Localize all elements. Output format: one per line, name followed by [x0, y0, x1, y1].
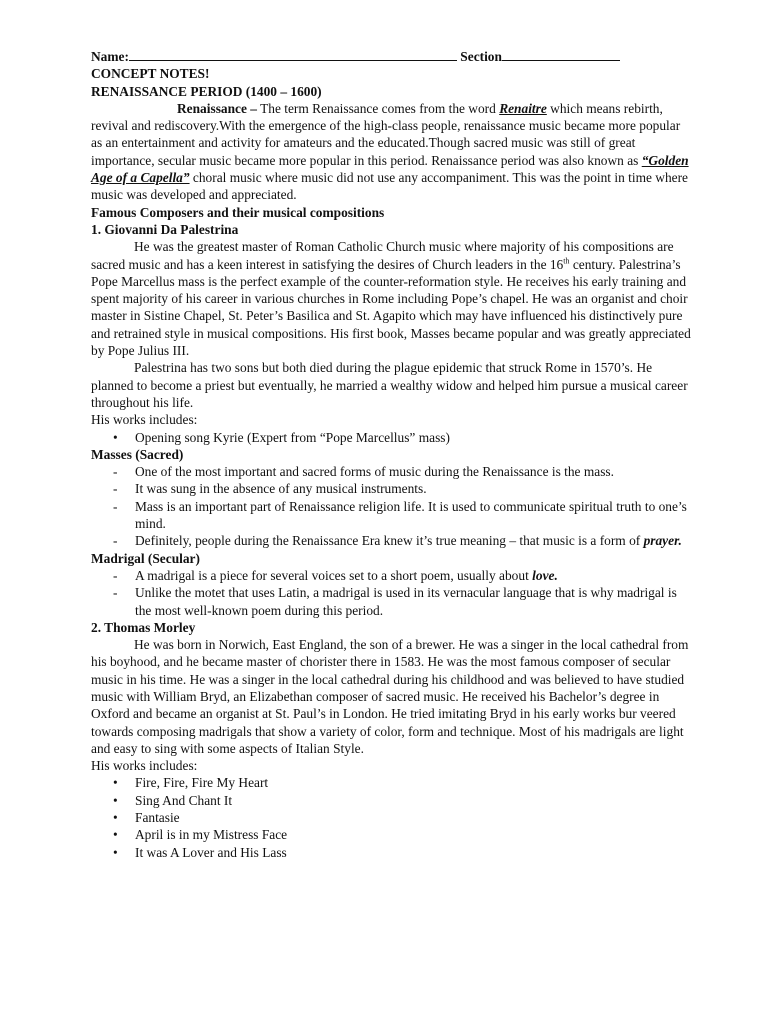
dash-icon: - [113, 567, 118, 583]
masses-item-text: Mass is an important part of Renaissance religion life. It is used to communicate spiritual truth to one’s mind. [135, 498, 687, 532]
intro-text-1: The term Renaissance comes from the word [256, 100, 500, 116]
bullet-icon: • [113, 775, 118, 791]
morley-works-list [91, 774, 691, 860]
name-section-line [91, 48, 691, 65]
dash-icon: - [113, 533, 118, 549]
list-item [91, 844, 691, 861]
notes-title: CONCEPT NOTES! [91, 66, 210, 82]
list-item [91, 498, 691, 533]
section-blank [502, 48, 620, 61]
love-word: love. [532, 567, 558, 583]
dash-icon: - [113, 498, 118, 514]
intro-text-3: choral music where music did not use any accompaniment. This was the point in time where music was developed and appreciated. [91, 170, 688, 203]
bullet-icon: • [113, 844, 118, 860]
palestrina-works-list [91, 429, 691, 446]
masses-item-text: Definitely, people during the Renaissance Era knew it’s true meaning – that music is a form of [135, 533, 644, 549]
work-title: Fire, Fire, Fire My Heart [135, 775, 269, 791]
dash-icon: - [113, 464, 118, 480]
dash-icon: - [113, 585, 118, 601]
palestrina-paragraph-1 [91, 238, 691, 359]
dash-icon: - [113, 481, 118, 497]
list-item [91, 532, 691, 549]
work-title: April is in my Mistress Face [135, 827, 288, 843]
bullet-icon: • [113, 792, 118, 808]
list-item [91, 774, 691, 791]
list-item [91, 826, 691, 843]
name-blank [129, 48, 457, 61]
madrigal-item-text: A madrigal is a piece for several voices set to a short poem, usually about [135, 567, 533, 583]
composers-heading: Famous Composers and their musical compositions [91, 204, 385, 220]
morley-works-label: His works includes: [91, 758, 198, 774]
palestrina-works-label: His works includes: [91, 412, 198, 428]
palestrina-paragraph-2: Palestrina has two sons but both died during the plague epidemic that struck Rome in 1570’s. He planned to become a priest but eventually, he married a wealthy widow and helped him pursue a musical career throughout his life. [91, 360, 688, 410]
morley-heading: 2. Thomas Morley [91, 619, 196, 635]
work-title: Sing And Chant It [135, 792, 233, 808]
list-item [91, 792, 691, 809]
list-item [91, 567, 691, 584]
superscript-th: th [563, 256, 570, 266]
bullet-icon: • [113, 810, 118, 826]
masses-item-text: One of the most important and sacred forms of music during the Renaissance is the mass. [135, 464, 614, 480]
document-page [91, 48, 691, 861]
period-title: RENAISSANCE PERIOD (1400 – 1600) [91, 83, 322, 99]
bullet-icon: • [113, 429, 118, 445]
renaissance-term: Renaissance – [177, 100, 257, 116]
intro-paragraph [91, 100, 691, 204]
list-item [91, 584, 691, 619]
work-title: It was A Lover and His Lass [135, 844, 287, 860]
madrigal-item-text: Unlike the motet that uses Latin, a madrigal is used in its vernacular language that is why madrigal is the most well-known poem during this period. [135, 585, 677, 618]
masses-heading: Masses (Sacred) [91, 446, 184, 462]
name-label: Name: [91, 49, 129, 64]
palestrina-heading: 1. Giovanni Da Palestrina [91, 221, 239, 237]
palestrina-p1-text-b: century. Palestrina’s Pope Marcellus mass is the perfect example of the counter-reformation style. He receives his early training and spent majority of his career in various churches in Rome including Pope’s chapel. He was an organist and choir master in Sistine Chapel, St. Peter’s Basilica and St. Agapito which may have influenced his distinctively pure and retrained style in musical compositions. His first book, Masses became popular and was greatly appreciated by Pope Julius III. [91, 256, 691, 359]
intro-text-2: which means rebirth, revival and rediscovery.With the emergence of the high-class people, renaissance music became more popular as an entertainment and activity for amateurs and the educated.Though sacred music was still of great importance, secular music became more popular in this period. Renaissance period was also known as [91, 100, 681, 168]
madrigal-heading: Madrigal (Secular) [91, 550, 200, 566]
bullet-icon: • [113, 827, 118, 843]
work-title: Opening song Kyrie (Expert from “Pope Marcellus” mass) [135, 429, 450, 445]
masses-item-text: It was sung in the absence of any musical instruments. [135, 481, 427, 497]
morley-paragraph: He was born in Norwich, East England, the son of a brewer. He was a singer in the local cathedral from his boyhood, and he became master of chorister there in 1583. He was the most famous composer of secular music in his time. He was a singer in the local cathedral during his childhood and was believed to have studied music with William Bryd, an Elizabethan composer of sacred music. He received his Bachelor’s degree in Oxford and became an organist at St. Paul’s in London. He tried imitating Bryd in his early works bur veered towards composing madrigals that show a variety of color, form and technique. Most of his madrigals are light and easy to sing with some aspects of Italian Style. [91, 637, 689, 756]
palestrina-p1-text-a: He was the greatest master of Roman Catholic Church music where majority of his compositions are sacred music and has a keen interest in satisfying the desires of Church leaders in the 16 [91, 239, 674, 272]
list-item [91, 463, 691, 480]
work-title: Fantasie [135, 810, 180, 826]
renaitre-word: Renaitre [499, 100, 547, 116]
golden-age-phrase: “Golden Age of a Capella” [91, 152, 689, 186]
list-item [91, 429, 691, 446]
masses-list [91, 463, 691, 549]
prayer-word: prayer. [643, 533, 682, 549]
list-item [91, 480, 691, 497]
madrigal-list [91, 567, 691, 619]
section-label: Section [460, 49, 502, 64]
list-item [91, 809, 691, 826]
